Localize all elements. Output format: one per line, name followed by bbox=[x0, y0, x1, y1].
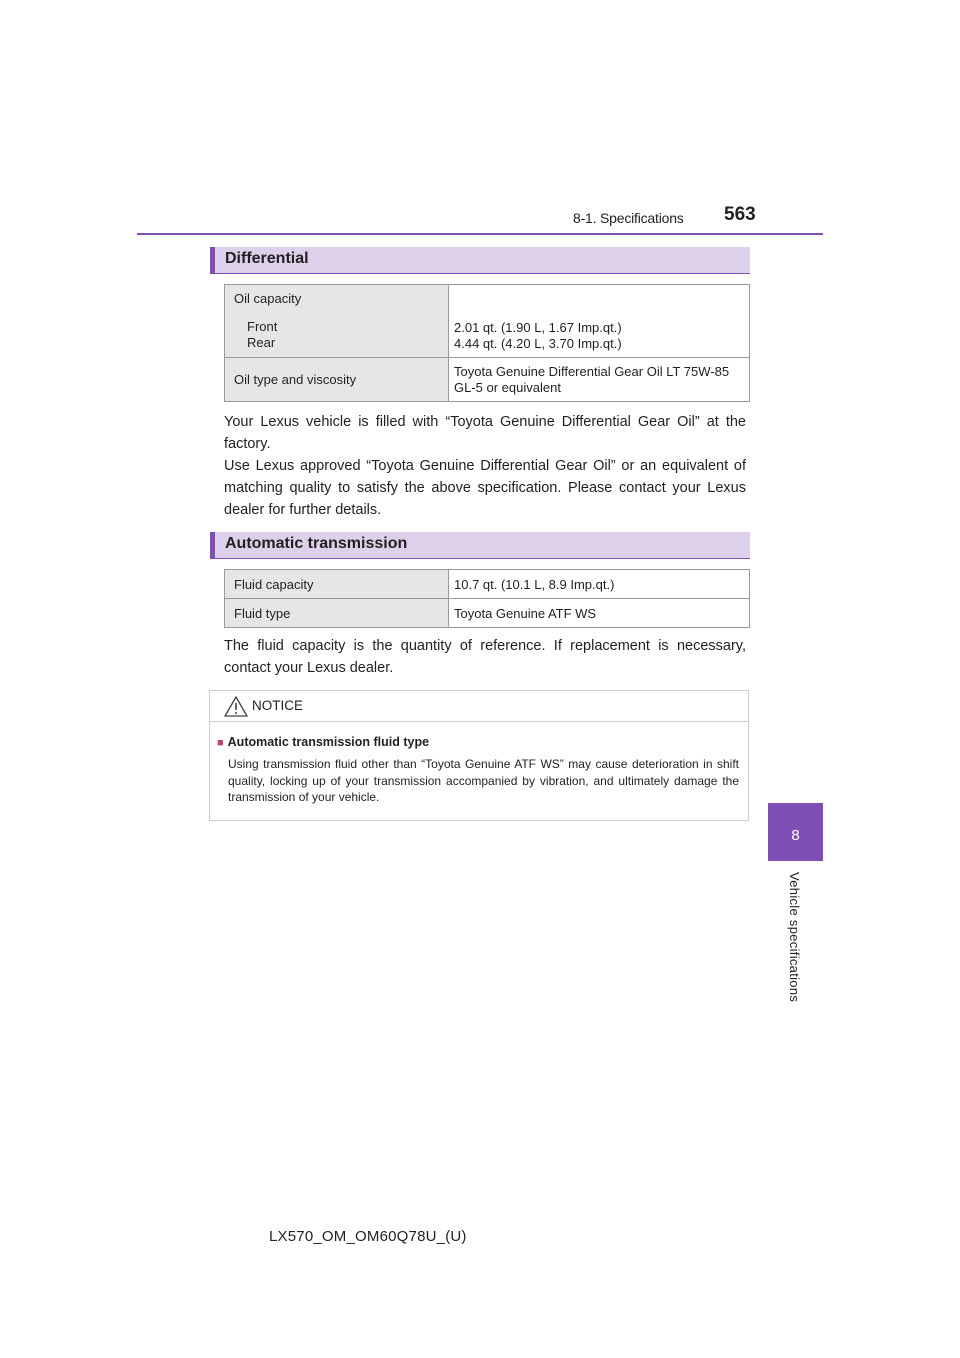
chapter-number: 8 bbox=[791, 827, 800, 844]
transmission-note-text: The fluid capacity is the quantity of reference. If replacement is necessary, contact your Lexus dealer. bbox=[224, 638, 746, 676]
notice-label: NOTICE bbox=[252, 698, 304, 713]
fluid-capacity-label: Fluid capacity bbox=[225, 570, 449, 599]
table-row bbox=[225, 570, 750, 599]
fluid-capacity-value: 10.7 qt. (10.1 L, 8.9 Imp.qt.) bbox=[449, 570, 750, 599]
table-row bbox=[225, 358, 750, 402]
rear-label: Rear bbox=[247, 335, 276, 350]
table-row bbox=[225, 599, 750, 628]
oil-capacity-label: Oil capacity bbox=[234, 291, 302, 306]
oil-capacity-label-cell bbox=[225, 285, 449, 358]
rear-capacity: 4.44 qt. (4.20 L, 3.70 Imp.qt.) bbox=[454, 336, 622, 351]
differential-note-2: Use Lexus approved “Toyota Genuine Differential Gear Oil” or an equivalent of matching quality to satisfy the above specification. Please contact your Lexus dealer for further details. bbox=[224, 458, 746, 518]
oil-type-value-cell bbox=[449, 358, 750, 402]
notice-header bbox=[210, 691, 748, 722]
differential-heading bbox=[210, 247, 750, 274]
transmission-table bbox=[224, 569, 750, 628]
chapter-tab bbox=[768, 803, 823, 861]
front-capacity: 2.01 qt. (1.90 L, 1.67 Imp.qt.) bbox=[454, 320, 622, 335]
page-number: 563 bbox=[724, 204, 756, 225]
oil-type-label: Oil type and viscosity bbox=[225, 358, 449, 402]
differential-title: Differential bbox=[225, 250, 309, 267]
differential-note-1: Your Lexus vehicle is filled with “Toyota Genuine Differential Gear Oil” at the factory. bbox=[224, 414, 746, 452]
fluid-type-label: Fluid type bbox=[225, 599, 449, 628]
transmission-title: Automatic transmission bbox=[225, 535, 408, 552]
table-row bbox=[225, 285, 750, 358]
differential-note bbox=[224, 411, 746, 521]
section-title: 8-1. Specifications bbox=[573, 210, 684, 226]
notice-title-row bbox=[217, 735, 429, 749]
document-code: LX570_OM_OM60Q78U_(U) bbox=[269, 1228, 467, 1245]
square-bullet-icon: ■ bbox=[217, 737, 224, 749]
header-divider bbox=[137, 233, 823, 235]
differential-table bbox=[224, 284, 750, 402]
warning-triangle-icon bbox=[224, 696, 248, 722]
chapter-label: Vehicle specifications bbox=[787, 872, 802, 1003]
notice-body bbox=[228, 756, 739, 806]
notice-title: Automatic transmission fluid type bbox=[227, 735, 430, 749]
notice-box bbox=[209, 690, 749, 821]
oil-type-value-line1: Toyota Genuine Differential Gear Oil LT 75W-85 bbox=[454, 364, 730, 379]
front-label: Front bbox=[247, 319, 278, 334]
oil-type-value-line2: GL-5 or equivalent bbox=[454, 380, 561, 395]
transmission-heading bbox=[210, 532, 750, 559]
notice-body-text: Using transmission fluid other than “Toyota Genuine ATF WS” may cause deterioration in shift quality, locking up of your transmission accompanied by vibration, and ultimately damage the transmission of your vehicle. bbox=[228, 757, 739, 804]
transmission-note bbox=[224, 635, 746, 679]
fluid-type-value: Toyota Genuine ATF WS bbox=[449, 599, 750, 628]
oil-capacity-value-cell bbox=[449, 285, 750, 358]
